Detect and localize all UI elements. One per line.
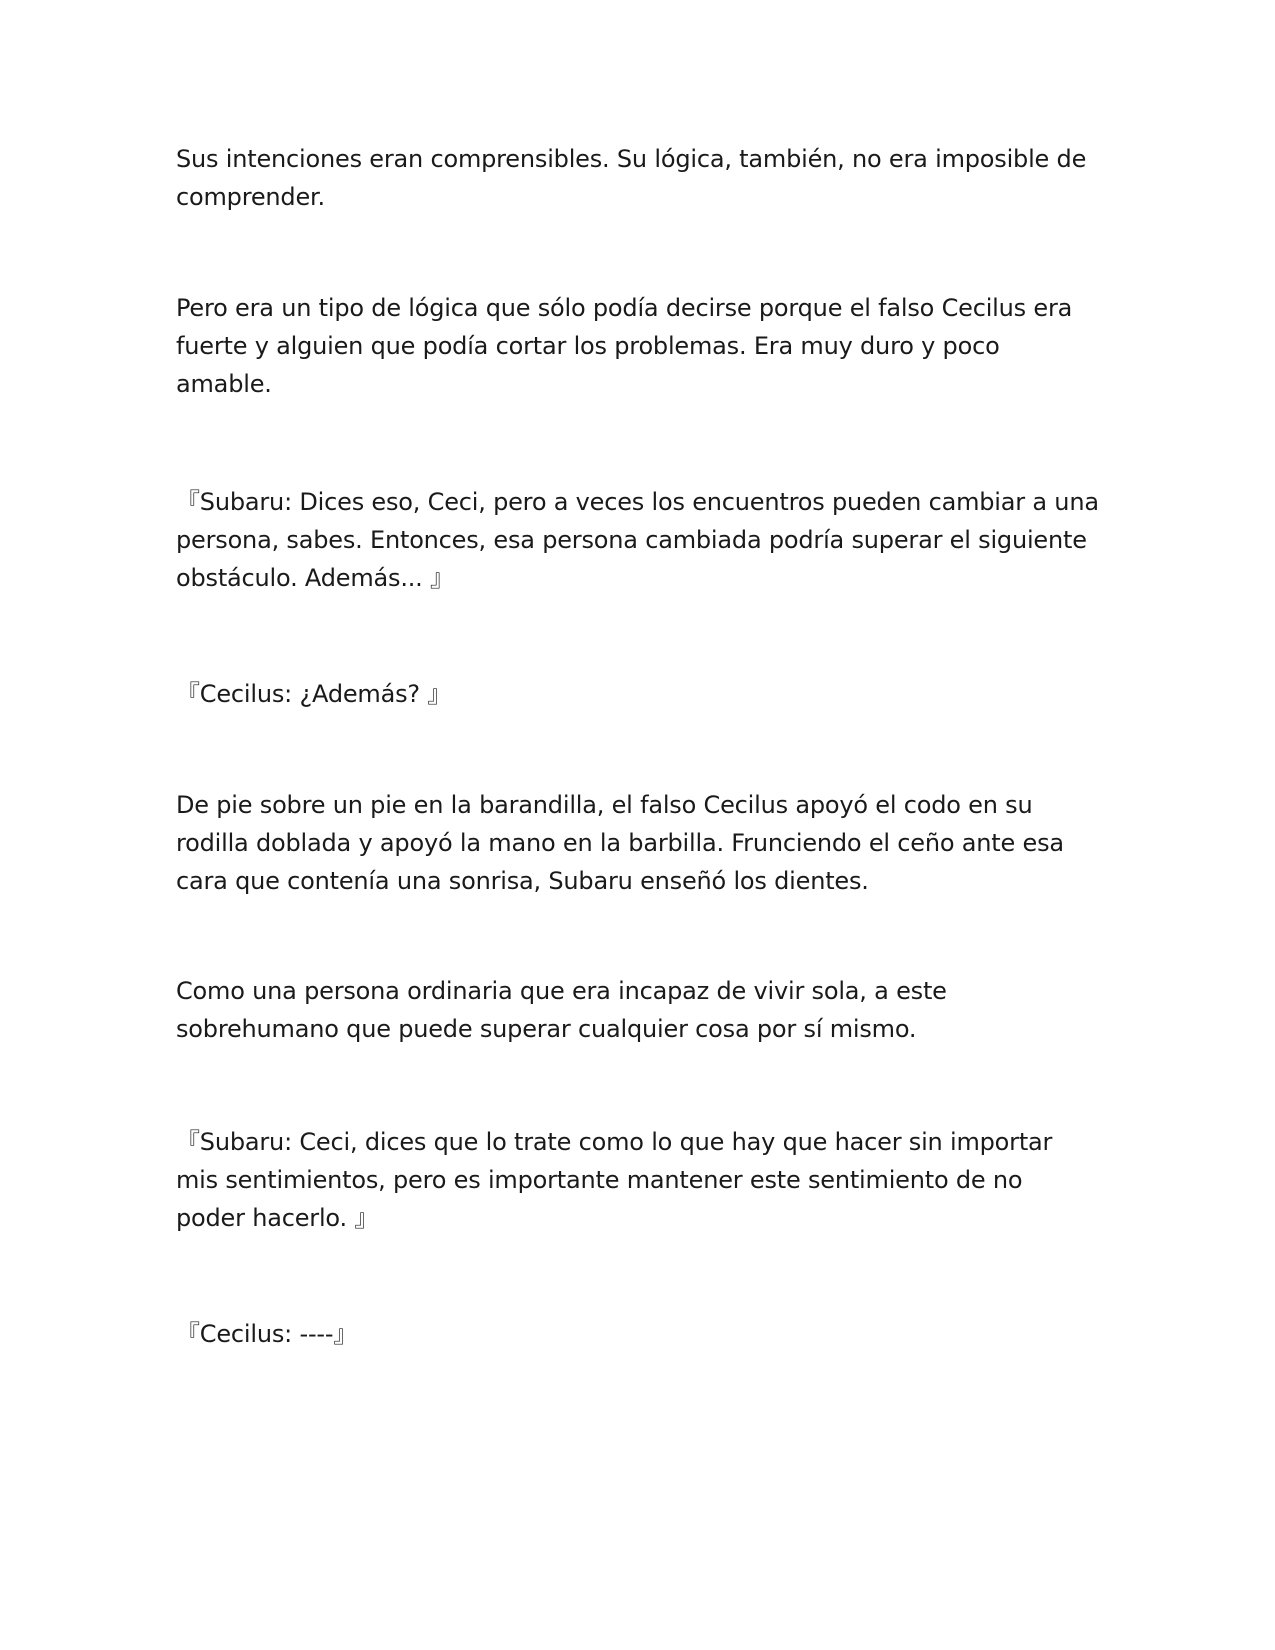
text-line: Pero era un tipo de lógica que sólo podía decirse porque el falso Cecilus era (176, 294, 1073, 322)
text-line: poder hacerlo. 』 (176, 1204, 379, 1232)
dialogue-cecilus-2 (176, 1315, 1106, 1353)
text-line: sobrehumano que puede superar cualquier cosa por sí mismo. (176, 1015, 917, 1043)
paragraph-2 (176, 289, 1106, 403)
paragraph-4 (176, 972, 1106, 1048)
text-line: amable. (176, 370, 272, 398)
text-line: 『Subaru: Dices eso, Ceci, pero a veces los encuentros pueden cambiar a una (176, 488, 1099, 516)
dialogue-subaru-1 (176, 483, 1106, 597)
text-line: 『Cecilus: ¿Además? 』 (176, 680, 452, 708)
paragraph-3 (176, 786, 1106, 900)
text-line: 『Cecilus: ----』 (176, 1320, 358, 1348)
text-line: obstáculo. Además... 』 (176, 564, 454, 592)
text-line: comprender. (176, 183, 325, 211)
text-line: mis sentimientos, pero es importante mantener este sentimiento de no (176, 1166, 1023, 1194)
text-line: 『Subaru: Ceci, dices que lo trate como lo que hay que hacer sin importar (176, 1128, 1053, 1156)
text-line: Como una persona ordinaria que era incapaz de vivir sola, a este (176, 977, 947, 1005)
text-line: rodilla doblada y apoyó la mano en la barbilla. Frunciendo el ceño ante esa (176, 829, 1064, 857)
text-line: cara que contenía una sonrisa, Subaru enseñó los dientes. (176, 867, 869, 895)
text-line: fuerte y alguien que podía cortar los problemas. Era muy duro y poco (176, 332, 1000, 360)
text-line: persona, sabes. Entonces, esa persona cambiada podría superar el siguiente (176, 526, 1087, 554)
paragraph-1 (176, 140, 1106, 216)
text-line: De pie sobre un pie en la barandilla, el falso Cecilus apoyó el codo en su (176, 791, 1033, 819)
dialogue-subaru-2 (176, 1123, 1106, 1237)
dialogue-cecilus-1 (176, 675, 1106, 713)
text-line: Sus intenciones eran comprensibles. Su lógica, también, no era imposible de (176, 145, 1087, 173)
